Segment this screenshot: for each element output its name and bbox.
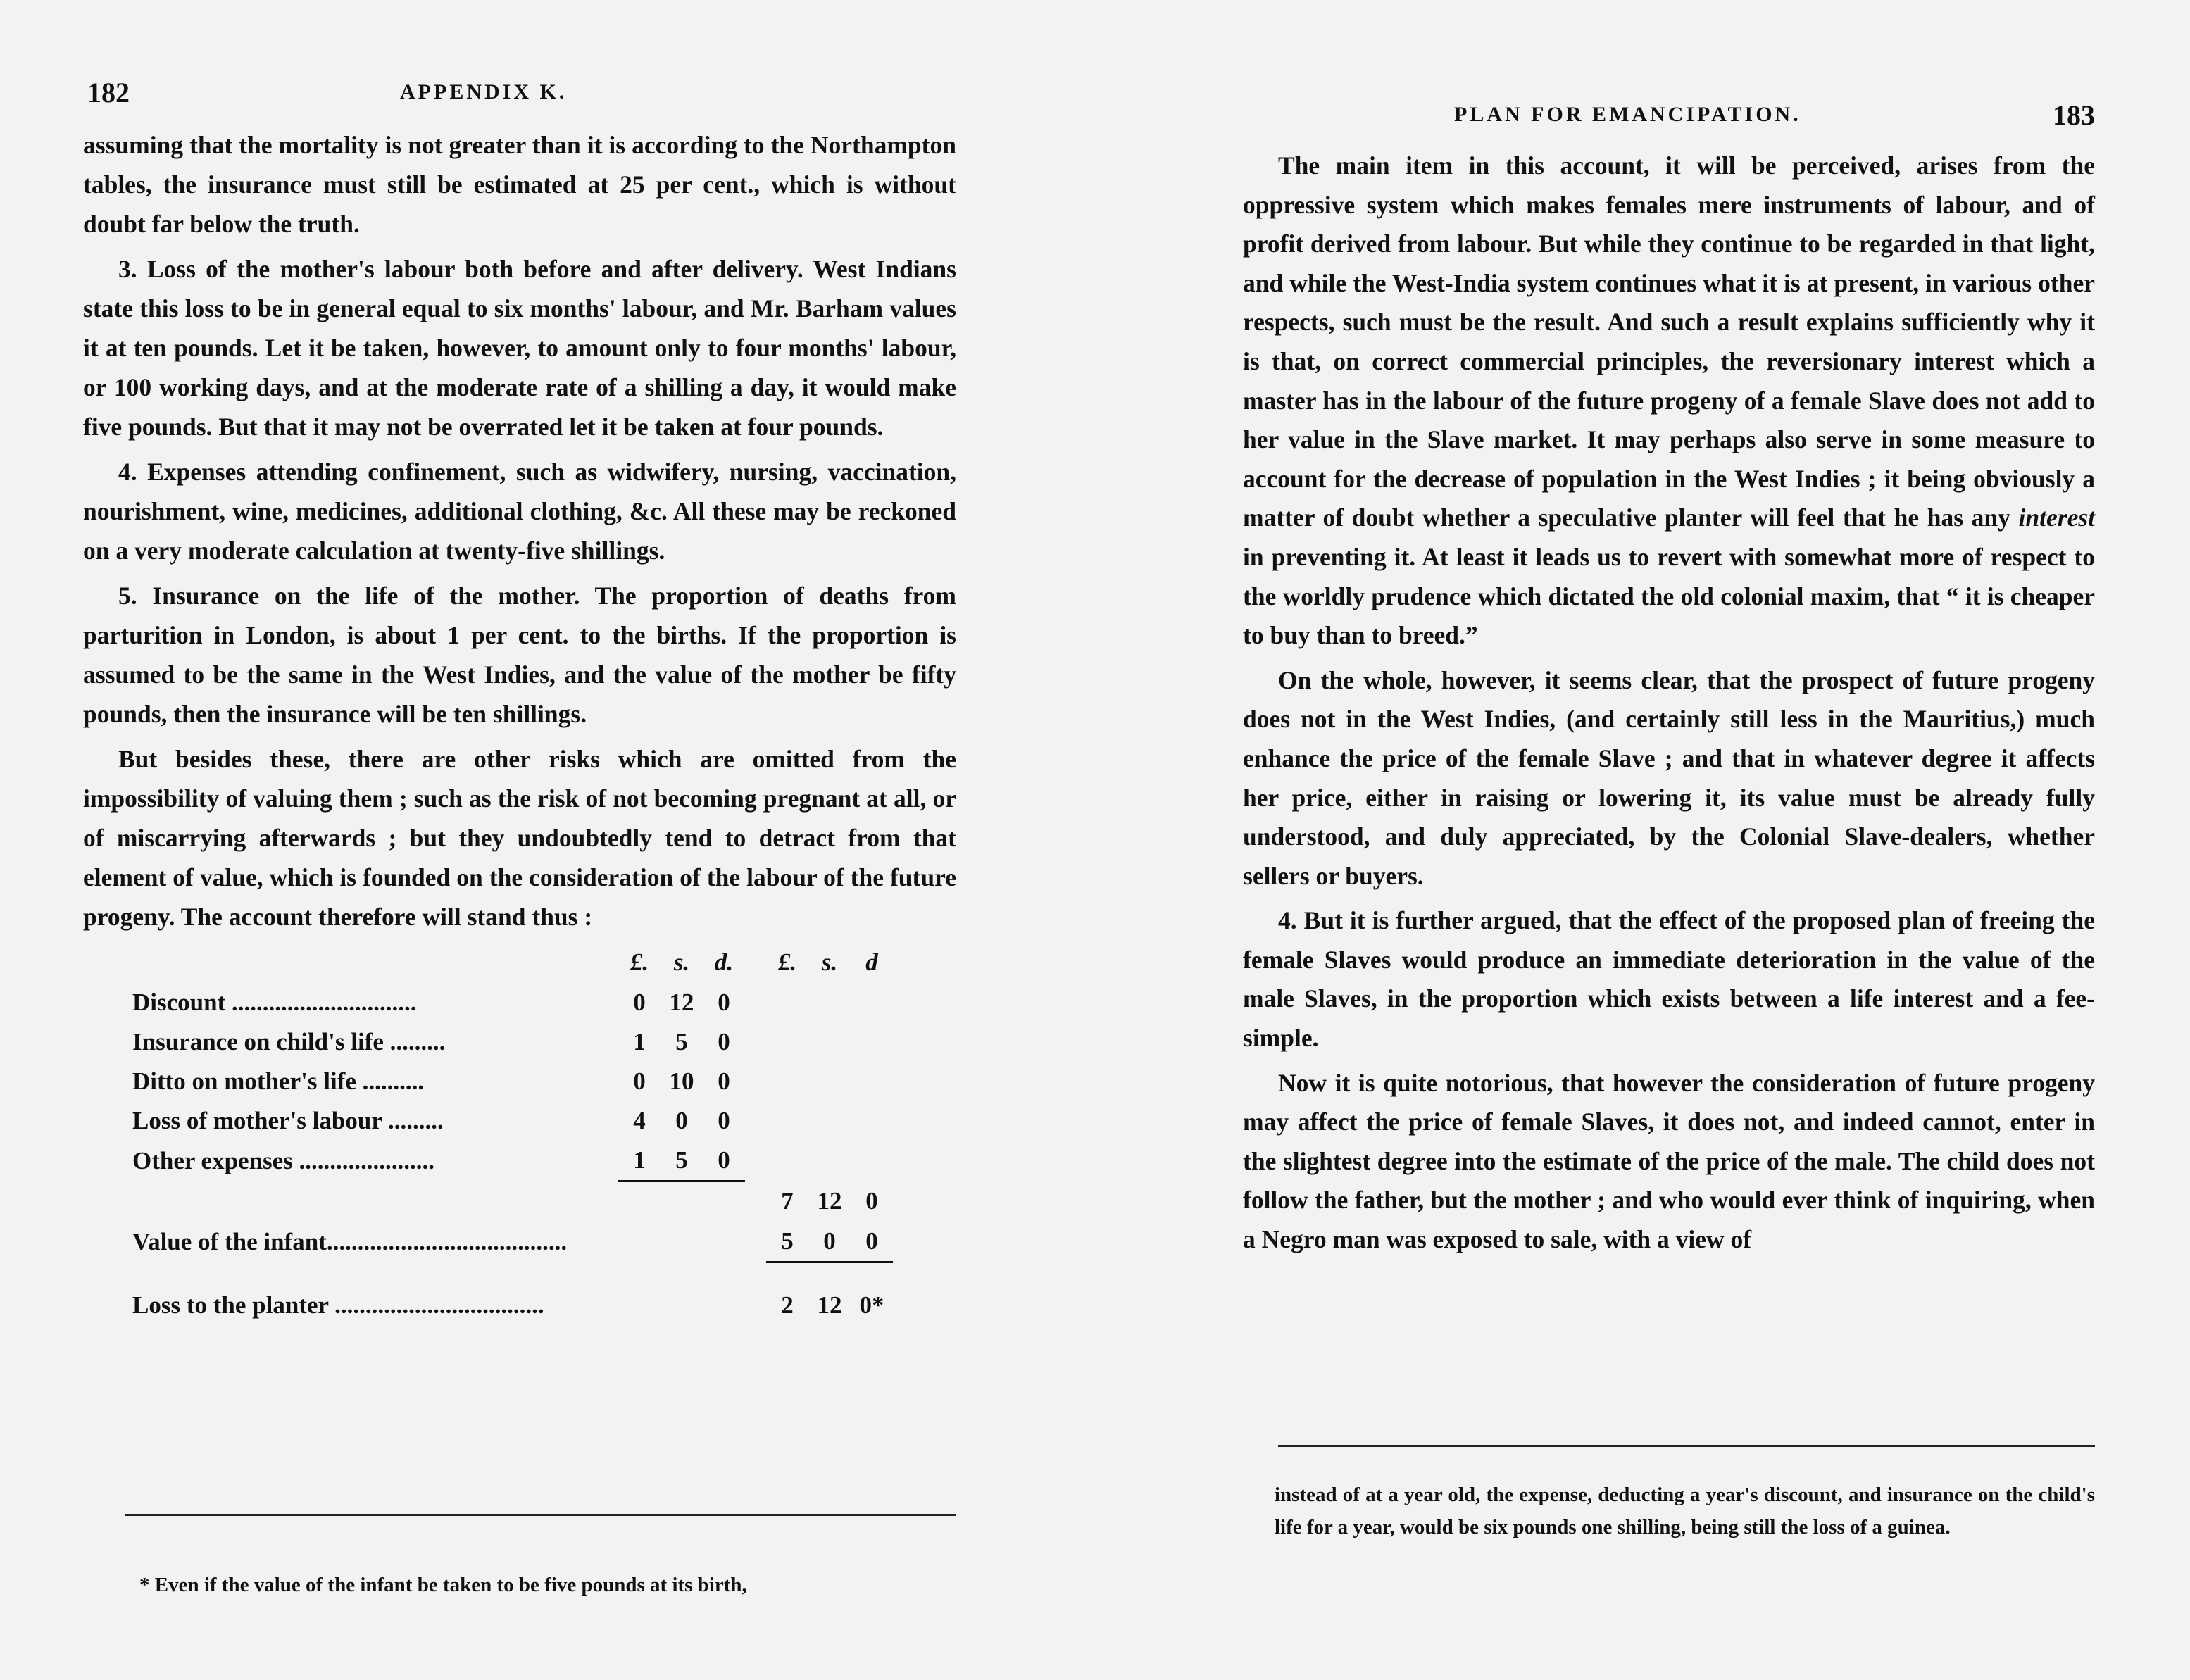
right-paragraph-4: Now it is quite notorious, that however the consideration of future progeny may affect the price of female Slaves, it does not, and indeed cannot, enter in the slightest degree into the estimate of the price of the male. The child does not follow the father, but the mother ; and who would ever think of inquiring, when a Negro man was exposed to sale, with a view of [1243,1068,2095,1254]
infant-pence: 0 [865,1227,878,1255]
row-label: Discount .............................. [132,989,417,1016]
row-pounds: 0 [633,989,646,1016]
header-shillings-total: s. [821,948,838,976]
subtotal-pounds: 7 [781,1187,794,1215]
left-running-title: APPENDIX K. [400,80,568,104]
right-footnote-rule [1278,1445,2095,1447]
left-footnote: * Even if the value of the infant be taken to be five pounds at its birth, [139,1574,747,1596]
header-shillings: s. [673,948,690,976]
header-pence: d. [714,948,734,976]
row-label: Insurance on child's life ......... [132,1028,446,1055]
left-running-head [83,76,956,111]
row-shillings: 0 [675,1107,688,1134]
row-shillings: 12 [669,989,694,1016]
loss-pounds: 2 [766,1262,808,1326]
row-label: Ditto on mother's life .......... [132,1067,425,1095]
row-shillings: 10 [669,1067,694,1095]
left-paragraph-1: assuming that the mortality is not greater than it is according to the Northampton tables, the insurance must still be estimated at 25 per cent., which is without doubt far below the truth. [83,131,956,238]
row-pounds: 4 [633,1107,646,1134]
row-pence: 0 [718,1107,730,1134]
account-row-other-expenses [132,1141,893,1181]
left-body-text [83,125,956,1325]
right-p1-italic: interest [2018,503,2096,532]
right-page-number: 183 [2053,99,2095,131]
row-label: Value of the infant....................................... [132,1227,568,1255]
account-row-subtotal [132,1181,893,1222]
right-running-head [1243,99,2095,134]
row-shillings: 5 [675,1028,688,1055]
infant-pounds: 5 [781,1227,794,1255]
infant-shillings: 0 [823,1227,836,1255]
right-body-text [1243,146,2095,1265]
right-paragraph-3: 4. But it is further argued, that the effect of the proposed plan of freeing the female Slaves would produce an immediate deterioration in the value of the male Slaves, in the proportion which exists between a life interest and a fee-simple. [1243,906,2095,1053]
account-table [132,942,893,1325]
left-paragraph-4: 5. Insurance on the life of the mother. The proportion of deaths from parturition in London, is about 1 per cent. to the births. If the proportion is assumed to be the same in the West Indies, and the value of the mother be fifty pounds, then the insurance will be ten shillings. [83,582,956,728]
row-label: Other expenses ...................... [132,1146,435,1174]
row-label: Loss to the planter .................................. [132,1291,544,1319]
row-pence: 0 [718,989,730,1016]
right-paragraph-1 [1243,146,2095,656]
row-pence: 0 [718,1067,730,1095]
account-row-discount [132,983,893,1022]
row-pence: 0 [718,1146,730,1174]
right-p1-after: in preventing it. At least it leads us to revert with somewhat more of respect to the worldly prudence which dictated the old colonial maxim, that “ it is cheaper to buy than to breed.” [1243,542,2095,650]
left-paragraph-3: 4. Expenses attending confinement, such as widwifery, nursing, vaccination, nourishment, wine, medicines, additional clothing, &c. All these may be reckoned on a very moderate calculation at twenty-five shillings. [83,458,956,565]
right-p1-before: The main item in this account, it will be perceived, arises from the oppressive system which makes females mere instruments of labour, and of profit derived from labour. But while they continue to be regarded in that light, and while the West-India system continues what it is at present, in various other respects, such must be the result. And such a result explains sufficiently why it is that, on correct commercial principles, the reversionary interest which a master has in the labour of the future progeny of a female Slave does not add to her value in the Slave market. It may perhaps also serve in some measure to account for the decrease of population in the West Indies ; it being obviously a matter of doubt whether a speculative planter will feel that he has any [1243,151,2095,532]
right-footnote: instead of at a year old, the expense, deducting a year's discount, and insurance on the child's life for a year, would be six pounds one shilling, being still the loss of a guinea. [1275,1484,2095,1538]
left-paragraph-5: But besides these, there are other risks which are omitted from the impossibility of valuing them ; such as the risk of not becoming pregnant at all, or of miscarrying afterwards ; but they undoubtedly tend to detract from that element of value, which is founded on the consideration of the labour of the future progeny. The account therefore will stand thus : [83,745,956,931]
account-header-row [132,942,893,983]
subtotal-pence: 0 [865,1187,878,1215]
row-label: Loss of mother's labour ......... [132,1107,444,1134]
right-page [1243,0,2095,1680]
header-pence-total: d [865,948,878,976]
right-paragraph-2: On the whole, however, it seems clear, that the prospect of future progeny does not in the West Indies, (and certainly still less in the Mauritius,) much enhance the price of the female Slave ; and that in whatever degree it affects her price, either in raising or lowering it, its value must be already fully understood, and duly appreciated, by the Colonial Slave-dealers, whether sellers or buyers. [1243,665,2095,890]
account-row-mother-labour [132,1101,893,1141]
left-footnote-rule [125,1514,956,1516]
header-pounds: £. [630,948,649,976]
account-row-loss [132,1262,893,1326]
row-pounds: 0 [633,1067,646,1095]
right-running-title: PLAN FOR EMANCIPATION. [1454,103,1801,126]
row-pounds: 1 [633,1146,646,1174]
row-pounds: 1 [633,1028,646,1055]
header-pounds-total: £. [777,948,797,976]
loss-pence: 0* [851,1262,893,1326]
row-pence: 0 [718,1028,730,1055]
account-row-mother-insurance [132,1062,893,1101]
account-row-infant-value [132,1222,893,1262]
left-page-number: 182 [87,77,130,108]
row-shillings: 5 [675,1146,688,1174]
left-page [83,0,956,1680]
loss-shillings: 12 [808,1262,851,1326]
account-row-child-insurance [132,1022,893,1062]
left-paragraph-2: 3. Loss of the mother's labour both before and after delivery. West Indians state this loss to be in general equal to six months' labour, and Mr. Barham values it at ten pounds. Let it be taken, however, to amount only to four months' labour, or 100 working days, and at the moderate rate of a shilling a day, it would make five pounds. But that it may not be overrated let it be taken at four pounds. [83,255,956,441]
subtotal-shillings: 12 [817,1187,842,1215]
